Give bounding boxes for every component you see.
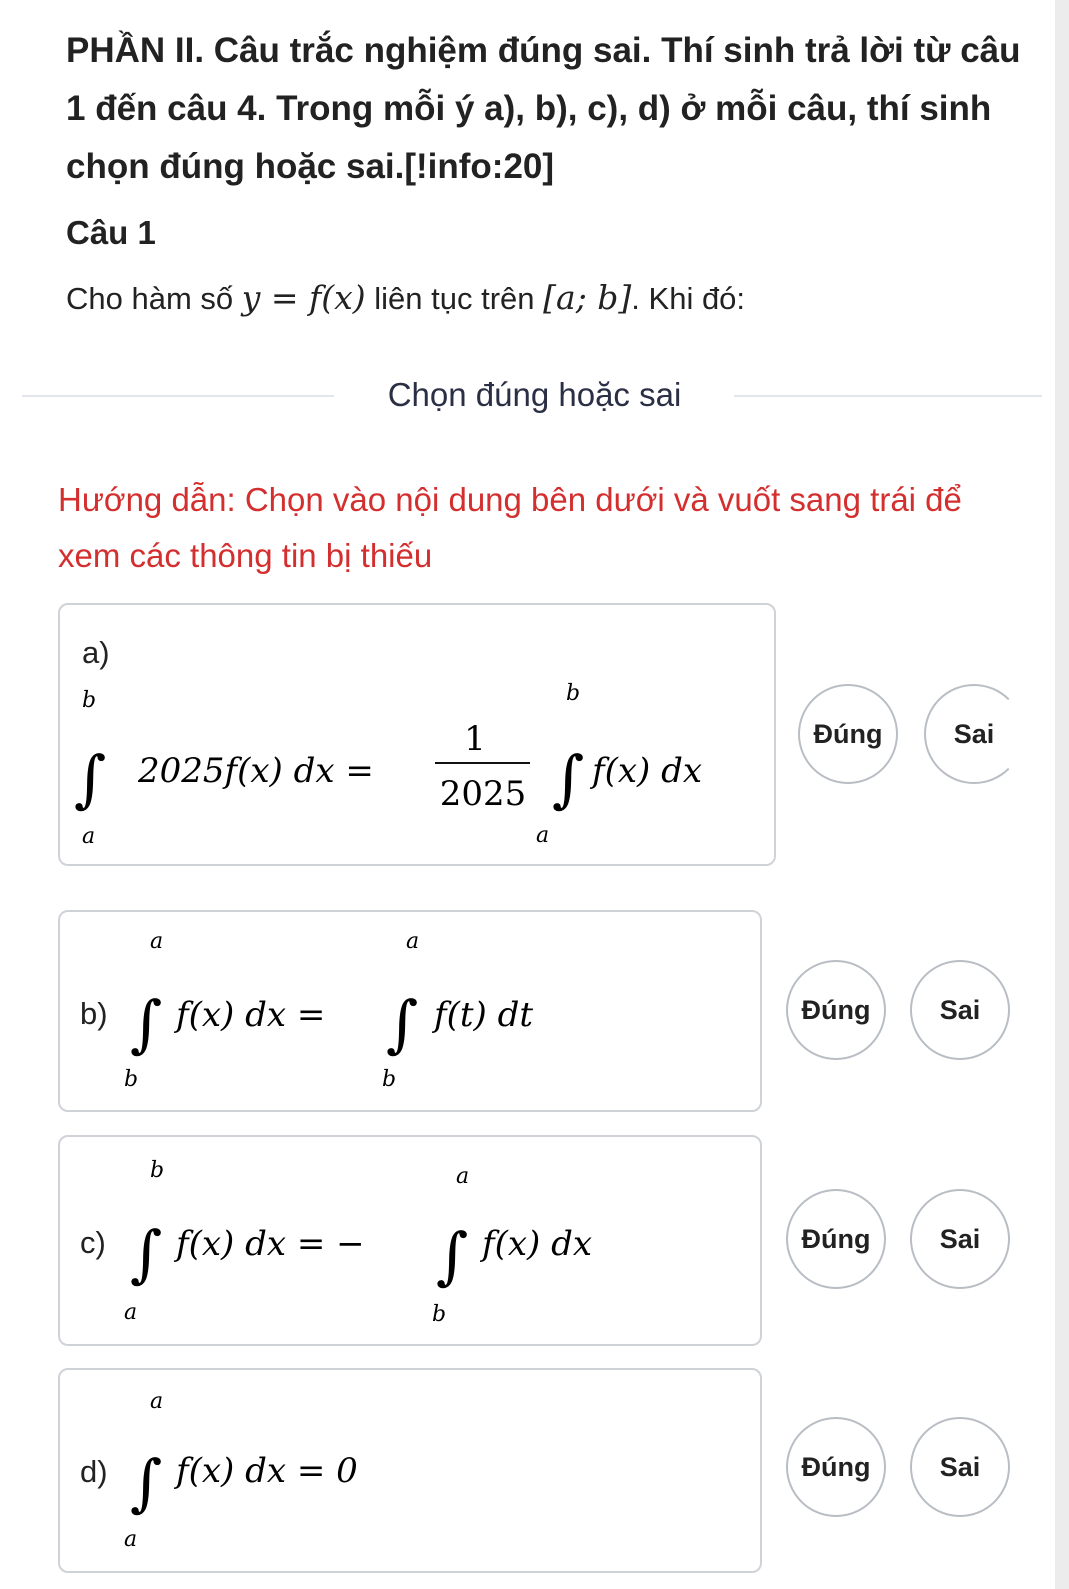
statement-a-true-button[interactable]: Đúng <box>798 684 898 784</box>
a-rhs-integral-sign: ∫ <box>552 742 585 815</box>
statement-c-true-button[interactable]: Đúng <box>786 1189 886 1289</box>
a-rhs-lower: a <box>536 823 550 848</box>
a-frac-num: 1 <box>464 719 486 759</box>
b-lhs-upper: a <box>150 929 164 954</box>
part-heading: PHẦN II. Câu trắc nghiệm đúng sai. Thí sinh trả lời từ câu 1 đến câu 4. Trong mỗi ý a), b), c), d) ở mỗi câu, thí sinh chọn đúng hoặc sai.[!info:20] <box>66 31 1021 186</box>
statement-a-formula <box>60 605 778 868</box>
statement-b-label: b) <box>80 996 108 1031</box>
statement-a-box[interactable] <box>58 603 776 866</box>
a-lhs-integral-sign: ∫ <box>74 742 107 815</box>
b-rhs-body: f(t) dt <box>434 995 534 1035</box>
statement-d-label: d) <box>80 1454 108 1489</box>
question-title: Câu 1 <box>66 214 156 251</box>
statement-b-true-button[interactable]: Đúng <box>786 960 886 1060</box>
question-text-before: Cho hàm số <box>66 281 234 316</box>
statement-d-false-button[interactable]: Sai <box>910 1417 1010 1517</box>
b-lhs-lower: b <box>124 1067 139 1092</box>
divider-label: Chọn đúng hoặc sai <box>387 376 682 413</box>
statement-c-box[interactable] <box>58 1135 762 1346</box>
d-body: f(x) dx = 0 <box>176 1451 358 1491</box>
a-lhs-body: 2025f(x) dx = <box>138 751 374 791</box>
b-rhs-integral-sign: ∫ <box>386 987 419 1060</box>
c-rhs-lower: b <box>432 1302 447 1327</box>
statement-d-box[interactable] <box>58 1368 762 1573</box>
b-lhs-body: f(x) dx = <box>176 995 326 1035</box>
d-integral-sign: ∫ <box>130 1446 163 1519</box>
c-lhs-lower: a <box>124 1300 138 1325</box>
a-rhs-body: f(x) dx <box>592 751 703 791</box>
question-text-middle: liên tục trên <box>374 281 535 316</box>
page-scrollbar[interactable] <box>1055 0 1069 1589</box>
c-rhs-integral-sign: ∫ <box>436 1219 469 1292</box>
d-lower: a <box>124 1527 138 1552</box>
c-rhs-upper: a <box>456 1164 470 1189</box>
a-lhs-lower: a <box>82 824 96 849</box>
b-lhs-integral-sign: ∫ <box>130 987 163 1060</box>
statement-c-formula <box>60 1137 764 1348</box>
statement-a-label: a) <box>82 635 110 670</box>
statement-c-label: c) <box>80 1225 106 1260</box>
a-frac-den: 2025 <box>439 774 527 814</box>
c-rhs-body: f(x) dx <box>482 1224 593 1264</box>
b-rhs-lower: b <box>382 1067 397 1092</box>
statement-d-formula <box>60 1370 764 1575</box>
b-rhs-upper: a <box>406 929 420 954</box>
statement-a-false-button[interactable]: Sai <box>924 684 1024 784</box>
a-lhs-upper: b <box>82 688 97 713</box>
c-lhs-upper: b <box>150 1158 165 1183</box>
section-divider <box>22 370 1042 420</box>
question-interval: [a; b] <box>543 278 632 317</box>
c-lhs-integral-sign: ∫ <box>130 1217 163 1290</box>
statement-b-box[interactable] <box>58 910 762 1112</box>
statement-b-formula <box>60 912 764 1114</box>
statement-d-true-button[interactable]: Đúng <box>786 1417 886 1517</box>
question-text-after: . Khi đó: <box>631 281 746 316</box>
question-function: y = f(x) <box>241 278 366 317</box>
instruction-text: Hướng dẫn: Chọn vào nội dung bên dưới và vuốt sang trái để xem các thông tin bị thiếu <box>58 481 962 574</box>
question-text <box>66 278 745 317</box>
d-upper: a <box>150 1389 164 1414</box>
a-rhs-upper: b <box>566 681 581 706</box>
c-lhs-body: f(x) dx = − <box>176 1224 365 1264</box>
statement-b-false-button[interactable]: Sai <box>910 960 1010 1060</box>
statement-c-false-button[interactable]: Sai <box>910 1189 1010 1289</box>
